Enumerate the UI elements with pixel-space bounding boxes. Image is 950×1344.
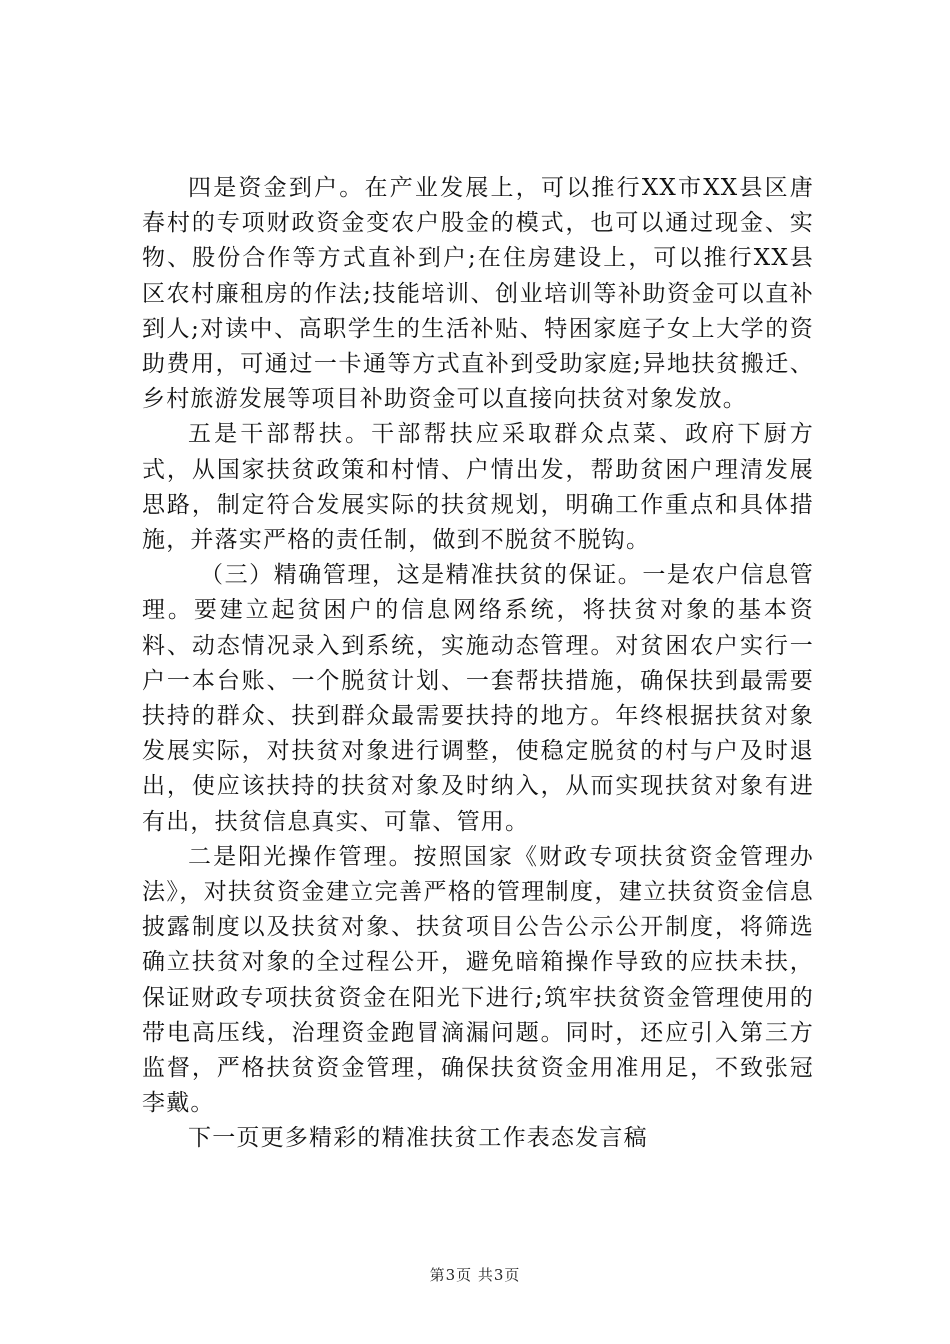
paragraph-funds-to-households: 四是资金到户。在产业发展上，可以推行XX市XX县区唐春村的专项财政资金变农户股金的模式，也可以通过现金、实物、股份合作等方式直补到户;在住房建设上，可以推行XX县区农村廉租房的作法;技能培训、创业培训等补助资金可以直补到人;对读中、高职学生的生活补贴、特困家庭子女上大学的资助费用，可通过一卡通等方式直补到受助家庭;异地扶贫搬迁、乡村旅游发展等项目补助资金可以直接向扶贫对象发放。 xyxy=(142,175,814,413)
page-number-footer: 第3页 共3页 xyxy=(429,1266,521,1284)
document-body xyxy=(142,171,814,1157)
paragraph-cadre-assistance: 五是干部帮扶。干部帮扶应采取群众点菜、政府下厨方式，从国家扶贫政策和村情、户情出发，帮助贫困户理清发展思路，制定符合发展实际的扶贫规划，明确工作重点和具体措施，并落实严格的责任制，做到不脱贫不脱钩。 xyxy=(142,421,814,554)
paragraph-precise-management: （三）精确管理，这是精准扶贫的保证。一是农户信息管理。要建立起贫困户的信息网络系统，将扶贫对象的基本资料、动态情况录入到系统，实施动态管理。对贫困农户实行一户一本台账、一个脱贫计划、一套帮扶措施，确保扶到最需要扶持的群众、扶到群众最需要扶持的地方。年终根据扶贫对象发展实际，对扶贫对象进行调整，使稳定脱贫的村与户及时退出，使应该扶持的扶贫对象及时纳入，从而实现扶贫对象有进有出，扶贫信息真实、可靠、管用。 xyxy=(142,562,814,835)
next-page-link-text: 下一页更多精彩的精准扶贫工作表态发言稿 xyxy=(188,1125,648,1152)
paragraph-transparent-operation: 二是阳光操作管理。按照国家《财政专项扶贫资金管理办法》，对扶贫资金建立完善严格的管理制度，建立扶贫资金信息披露制度以及扶贫对象、扶贫项目公告公示公开制度，将筛选确立扶贫对象的全过程公开，避免暗箱操作导致的应扶未扶，保证财政专项扶贫资金在阳光下进行;筑牢扶贫资金管理使用的带电高压线，治理资金跑冒滴漏问题。同时，还应引入第三方监督，严格扶贫资金管理，确保扶贫资金用准用足，不致张冠李戴。 xyxy=(142,843,814,1117)
